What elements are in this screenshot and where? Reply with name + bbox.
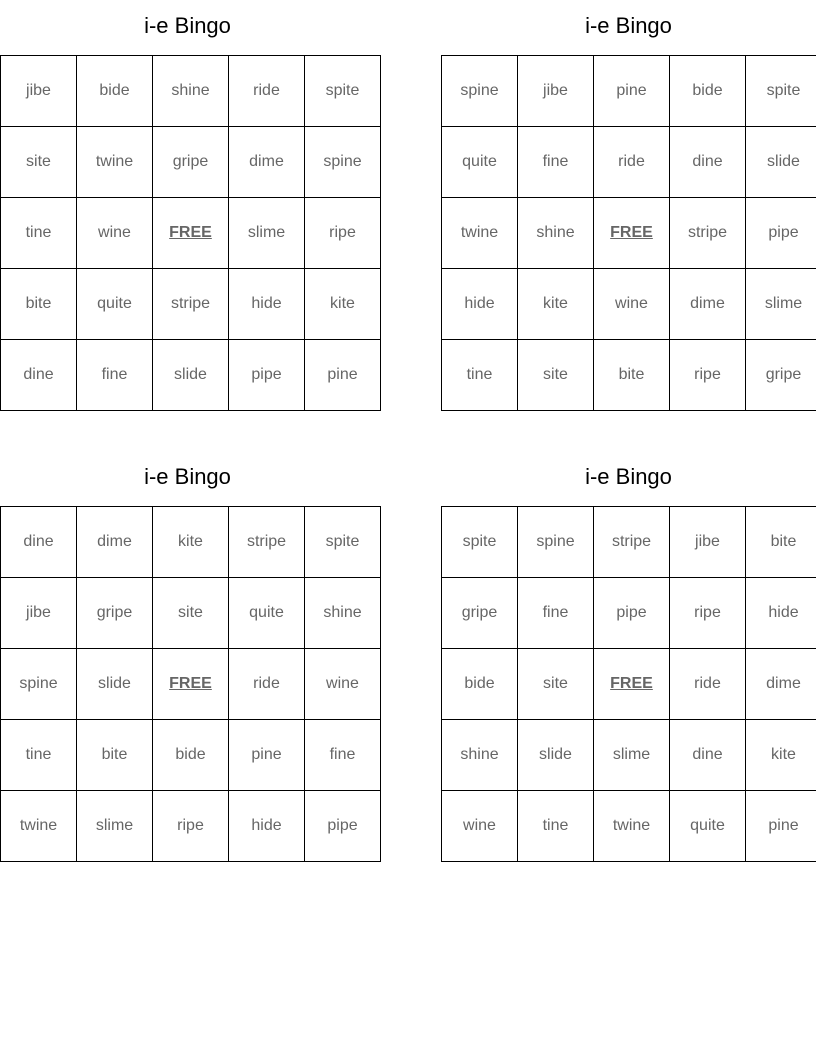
bingo-cell: kite [518,269,594,340]
bingo-cell: site [1,127,77,198]
bingo-cell: gripe [153,127,229,198]
bingo-cell: ride [229,649,305,720]
bingo-cell: pine [229,720,305,791]
bingo-cell: fine [518,578,594,649]
card-title: i-e Bingo [585,464,672,489]
bingo-cell: tine [1,720,77,791]
bingo-cell: fine [77,340,153,411]
free-space: FREE [594,198,670,269]
bingo-cell: spine [442,56,518,127]
bingo-cell: jibe [670,507,746,578]
card-title: i-e Bingo [144,13,231,38]
bingo-cell: bite [1,269,77,340]
bingo-cell: jibe [1,56,77,127]
bingo-cell: ripe [670,578,746,649]
bingo-cell: hide [229,269,305,340]
bingo-cell: bide [77,56,153,127]
bingo-cell: spite [305,507,381,578]
bingo-cell: bide [442,649,518,720]
bingo-cell: quite [442,127,518,198]
free-space: FREE [594,649,670,720]
bingo-cell: shine [153,56,229,127]
bingo-cell: quite [670,791,746,862]
grid-row [442,269,816,340]
bingo-cell: tine [442,340,518,411]
bingo-cell: fine [305,720,381,791]
bingo-cell: bite [77,720,153,791]
bingo-cell: spine [1,649,77,720]
bingo-cell: twine [442,198,518,269]
bingo-cell: site [518,340,594,411]
grid-row [1,578,381,649]
bingo-cell: bide [153,720,229,791]
grid-row [1,649,381,720]
bingo-cell: pipe [746,198,816,269]
grid-row [1,127,381,198]
bingo-cell: dime [670,269,746,340]
bingo-cell: slide [518,720,594,791]
bingo-cell: hide [442,269,518,340]
bingo-cell: pipe [229,340,305,411]
bingo-cell: stripe [594,507,670,578]
bingo-cell: hide [746,578,816,649]
bingo-cell: stripe [670,198,746,269]
bingo-cell: pipe [594,578,670,649]
bingo-cell: twine [594,791,670,862]
bingo-cell: dime [77,507,153,578]
card-title: i-e Bingo [144,464,231,489]
bingo-cell: dine [670,127,746,198]
bingo-cell: dime [746,649,816,720]
free-space: FREE [153,649,229,720]
grid-row [1,791,381,862]
bingo-cell: jibe [1,578,77,649]
bingo-cell: slime [77,791,153,862]
grid-row [442,649,816,720]
bingo-cell: kite [153,507,229,578]
bingo-cell: slime [594,720,670,791]
bingo-grid [441,506,816,862]
bingo-cell: ripe [153,791,229,862]
bingo-cell: dine [1,340,77,411]
bingo-cell: gripe [77,578,153,649]
bingo-cell: ride [229,56,305,127]
bingo-cell: bite [594,340,670,411]
bingo-cell: bide [670,56,746,127]
bingo-cell: pine [305,340,381,411]
grid-row [1,269,381,340]
grid-row [442,340,816,411]
bingo-cell: wine [305,649,381,720]
bingo-cell: fine [518,127,594,198]
bingo-cell: slime [746,269,816,340]
grid-row [1,198,381,269]
bingo-cell: shine [518,198,594,269]
grid-row [442,720,816,791]
bingo-cell: dime [229,127,305,198]
bingo-cell: tine [1,198,77,269]
grid-row [442,198,816,269]
bingo-cell: shine [442,720,518,791]
bingo-cell: stripe [229,507,305,578]
bingo-cell: kite [305,269,381,340]
bingo-cell: wine [77,198,153,269]
grid-row [1,340,381,411]
bingo-grid [441,55,816,411]
bingo-cell: ripe [670,340,746,411]
grid-row [442,56,816,127]
bingo-cell: gripe [442,578,518,649]
bingo-cell: ride [670,649,746,720]
bingo-cell: spine [518,507,594,578]
bingo-grid [0,55,381,411]
bingo-cell: dine [670,720,746,791]
bingo-cell: wine [594,269,670,340]
bingo-cell: pine [594,56,670,127]
grid-row [1,507,381,578]
bingo-cell: hide [229,791,305,862]
bingo-cell: tine [518,791,594,862]
card-title: i-e Bingo [585,13,672,38]
bingo-cell: gripe [746,340,816,411]
bingo-cell: pipe [305,791,381,862]
bingo-cell: spine [305,127,381,198]
bingo-cell: stripe [153,269,229,340]
bingo-cell: dine [1,507,77,578]
bingo-cell: ride [594,127,670,198]
bingo-cell: wine [442,791,518,862]
bingo-cell: twine [77,127,153,198]
bingo-cell: shine [305,578,381,649]
bingo-cell: site [518,649,594,720]
bingo-grid [0,506,381,862]
bingo-cell: spite [305,56,381,127]
bingo-cell: quite [229,578,305,649]
bingo-cell: slide [153,340,229,411]
bingo-cell: twine [1,791,77,862]
bingo-cell: quite [77,269,153,340]
bingo-cell: kite [746,720,816,791]
bingo-cell: slime [229,198,305,269]
free-space: FREE [153,198,229,269]
bingo-cell: spite [442,507,518,578]
bingo-cell: pine [746,791,816,862]
bingo-cell: spite [746,56,816,127]
grid-row [442,507,816,578]
grid-row [1,720,381,791]
grid-row [442,791,816,862]
bingo-cell: ripe [305,198,381,269]
grid-row [442,127,816,198]
bingo-cell: jibe [518,56,594,127]
grid-row [1,56,381,127]
grid-row [442,578,816,649]
bingo-cell: site [153,578,229,649]
bingo-cell: bite [746,507,816,578]
bingo-cell: slide [77,649,153,720]
bingo-cell: slide [746,127,816,198]
